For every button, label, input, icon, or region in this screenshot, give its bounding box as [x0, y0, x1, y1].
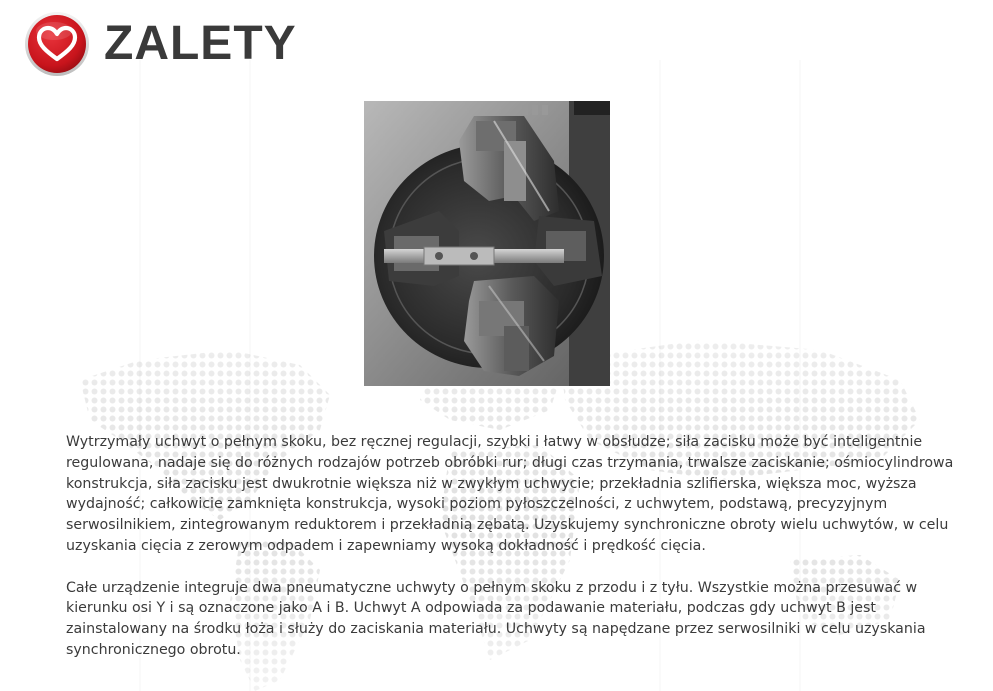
paragraph: Wytrzymały uchwyt o pełnym skoku, bez ręcznej regulacji, szybki i łatwy w obsłudze; siła zacisku może być inteligentnie regulowana, nadaje się do różnych rodzajów potrzeb obróbki rur; długi czas trzymania, trwalsze zaciskanie; ośmiocylindrowa konstrukcja, siła zacisku jest dwukrotnie większa niż w zwykłym uchwycie; przekładnia szlifierska, większa moc, wyższa wydajność; całkowicie zamknięta konstrukcja, wysoki poziom pyłoszczelności, z uchwytem, podstawą, precyzyjnym serwosilnikiem, zintegrowanym reduktorem i przekładnią zębatą. Uzyskujemy synchroniczne obroty wielu uchwytów, w celu uzyskania cięcia z zerowym odpadem i zapewniamy wysoką dokładność i prędkość cięcia. [66, 434, 954, 554]
machine-chuck-image [364, 101, 610, 386]
page-title: ZALETY [104, 17, 297, 70]
paragraph: Całe urządzenie integruje dwa pneumatyczne uchwyty o pełnym skoku z przodu i z tyłu. Wszystkie można przesuwać w kierunku osi Y i są oznaczone jako A i B. Uchwyt A odpowiada za podawanie materiału, podczas gdy uchwyt B jest zainstalowany na środku łoża i służy do zaciskania materiału. Uchwyty są napędzane przez serwosilniki w celu uzyskania synchronicznego obrotu. [66, 579, 926, 658]
heart-badge-icon [24, 11, 90, 77]
page-header [24, 6, 297, 82]
advantages-text [66, 432, 971, 661]
